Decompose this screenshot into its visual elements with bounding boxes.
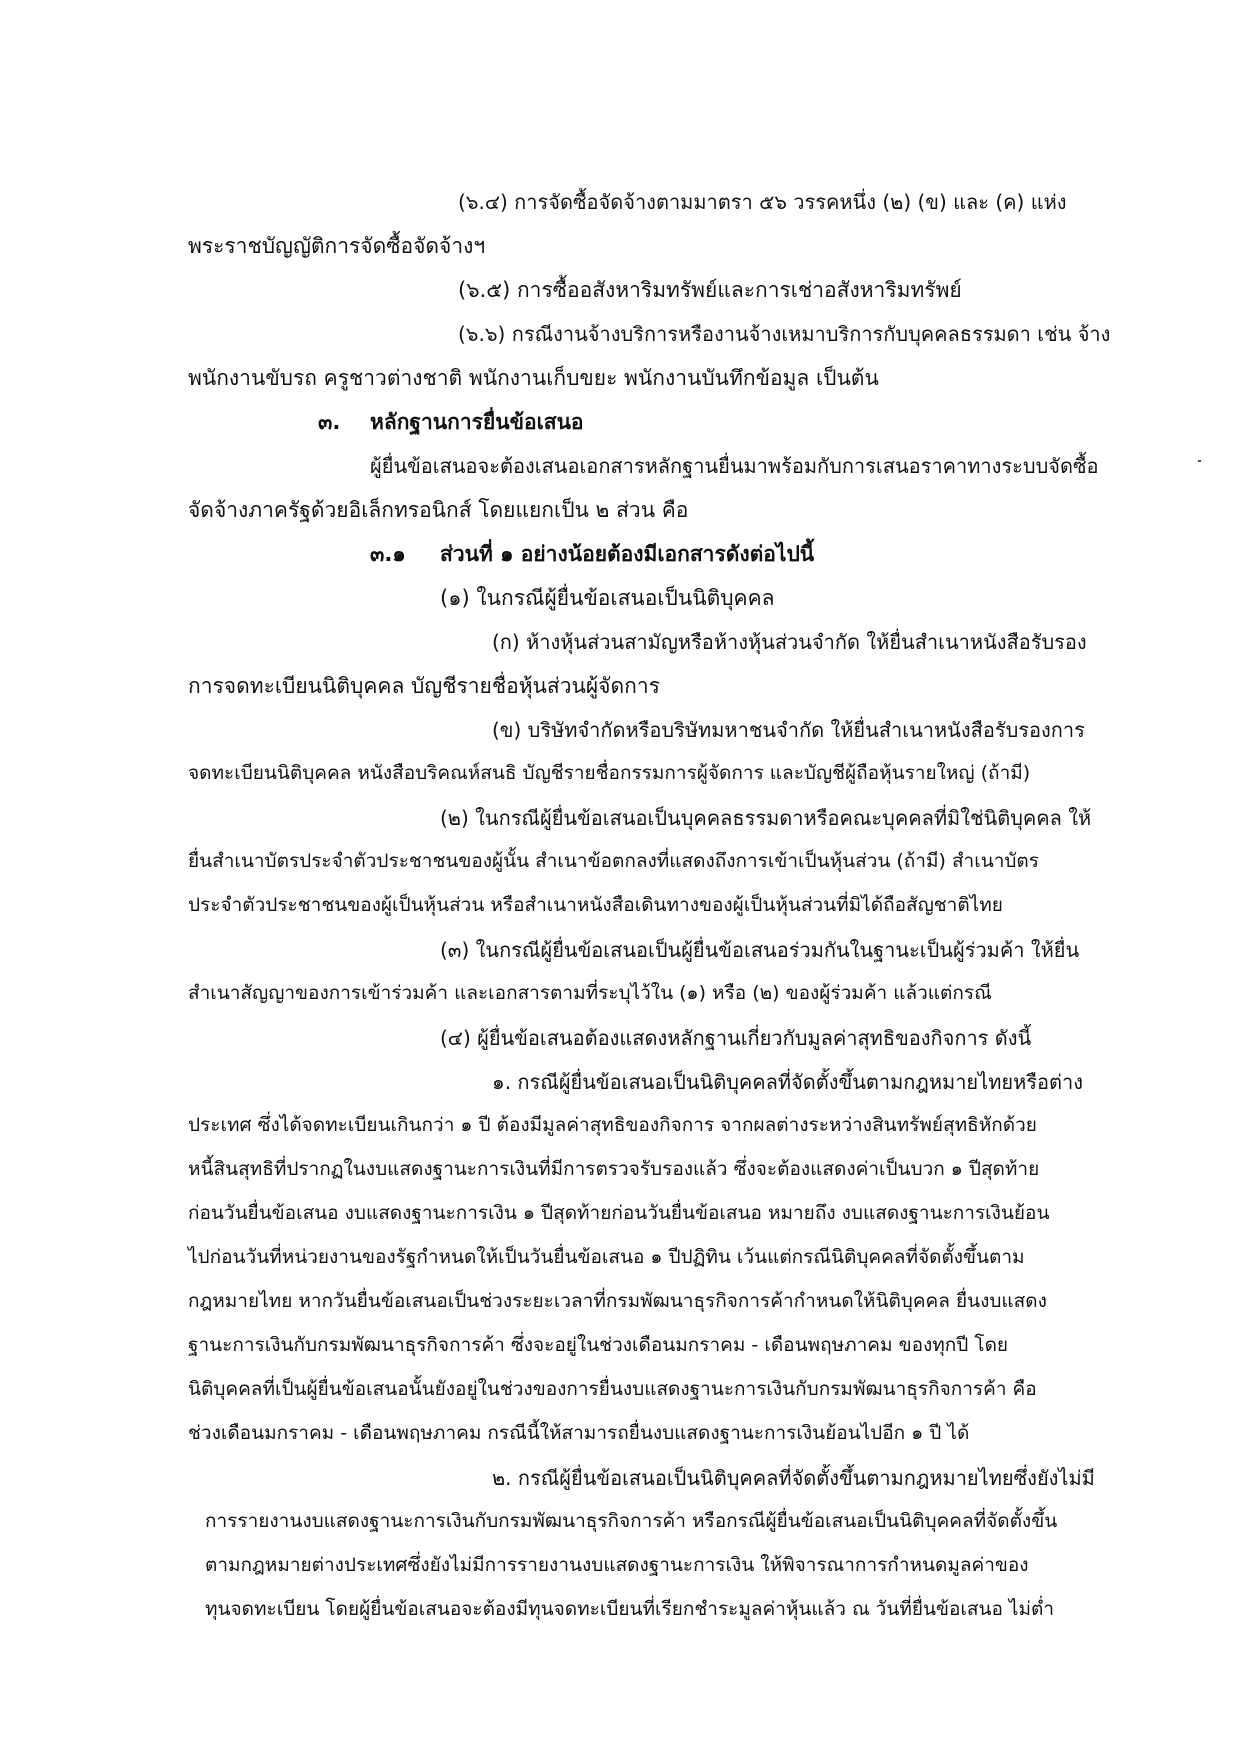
text-line: (๓) ในกรณีผู้ยื่นข้อเสนอเป็นผู้ยื่นข้อเสนอร่วมกันในฐานะเป็นผู้ร่วมค้า ให้ยื่น — [440, 938, 1080, 962]
text-line: จดทะเบียนนิติบุคคล หนังสือบริคณห์สนธิ บัญชีรายชื่อกรรมการผู้จัดการ และบัญชีผู้ถือหุ้นรายใหญ่ (ถ้ามี) — [188, 762, 1031, 784]
text-line: (ก) ห้างหุ้นส่วนสามัญหรือห้างหุ้นส่วนจำกัด ให้ยื่นสำเนาหนังสือรับรอง — [492, 630, 1087, 654]
text-line: จัดจ้างภาครัฐด้วยอิเล็กทรอนิกส์ โดยแยกเป็น ๒ ส่วน คือ — [188, 498, 689, 522]
text-line: ตามกฎหมายต่างประเทศซึ่งยังไม่มีการรายงานงบแสดงฐานะการเงิน ให้พิจารณาการกำหนดมูลค่าของ — [205, 1554, 1029, 1576]
subsection-number: ๓.๑ — [370, 542, 406, 566]
text-line: หนี้สินสุทธิที่ปรากฏในงบแสดงฐานะการเงินที่มีการตรวจรับรองแล้ว ซึ่งจะต้องแสดงค่าเป็นบวก ๑ ปีสุดท้าย — [188, 1158, 1040, 1180]
text-line: ทุนจดทะเบียน โดยผู้ยื่นข้อเสนอจะต้องมีทุนจดทะเบียนที่เรียกชำระมูลค่าหุ้นแล้ว ณ วันที่ยื่นข้อเสนอ ไม่ต่ำ — [205, 1598, 1055, 1620]
text-line: (๔) ผู้ยื่นข้อเสนอต้องแสดงหลักฐานเกี่ยวกับมูลค่าสุทธิของกิจการ ดังนี้ — [440, 1026, 1032, 1050]
text-line: ประจำตัวประชาชนของผู้เป็นหุ้นส่วน หรือสำเนาหนังสือเดินทางของผู้เป็นหุ้นส่วนที่มิได้ถือสัญชาติไทย — [188, 894, 1003, 916]
text-line: พระราชบัญญัติการจัดซื้อจัดจ้างฯ — [188, 234, 486, 258]
text-line: (ข) บริษัทจำกัดหรือบริษัทมหาชนจำกัด ให้ยื่นสำเนาหนังสือรับรองการ — [492, 718, 1085, 742]
text-line: ก่อนวันยื่นข้อเสนอ งบแสดงฐานะการเงิน ๑ ปีสุดท้ายก่อนวันยื่นข้อเสนอ หมายถึง งบแสดงฐานะการเงินย้อน — [188, 1202, 1050, 1224]
text-line: ๑. กรณีผู้ยื่นข้อเสนอเป็นนิติบุคคลที่จัดตั้งขึ้นตามกฎหมายไทยหรือต่าง — [492, 1070, 1084, 1094]
text-line: (๖.๔) การจัดซื้อจัดจ้างตามมาตรา ๕๖ วรรคหนึ่ง (๒) (ข) และ (ค) แห่ง — [458, 190, 1067, 214]
text-line: ยื่นสำเนาบัตรประจำตัวประชาชนของผู้นั้น สำเนาข้อตกลงที่แสดงถึงการเข้าเป็นหุ้นส่วน (ถ้ามี) สำเนาบัตร — [188, 850, 1039, 872]
text-line: (๑) ในกรณีผู้ยื่นข้อเสนอเป็นนิติบุคคล — [440, 586, 775, 610]
text-line: ฐานะการเงินกับกรมพัฒนาธุรกิจการค้า ซึ่งจะอยู่ในช่วงเดือนมกราคม - เดือนพฤษภาคม ของทุกปี โดย — [188, 1334, 1009, 1356]
subsection-heading: ส่วนที่ ๑ อย่างน้อยต้องมีเอกสารดังต่อไปนี้ — [440, 542, 815, 566]
text-line: นิติบุคคลที่เป็นผู้ยื่นข้อเสนอนั้นยังอยู่ในช่วงของการยื่นงบแสดงฐานะการเงินกับกรมพัฒนาธุรกิจการค้า คือ — [188, 1378, 1037, 1400]
text-line: การรายงานงบแสดงฐานะการเงินกับกรมพัฒนาธุรกิจการค้า หรือกรณีผู้ยื่นข้อเสนอเป็นนิติบุคคลที่จัดตั้งขึ้น — [205, 1510, 1058, 1532]
section-heading: หลักฐานการยื่นข้อเสนอ — [370, 410, 584, 434]
text-line: ประเทศ ซึ่งได้จดทะเบียนเกินกว่า ๑ ปี ต้องมีมูลค่าสุทธิของกิจการ จากผลต่างระหว่างสินทรัพย์สุทธิหักด้วย — [188, 1114, 1037, 1136]
text-line: (๖.๕) การซื้ออสังหาริมทรัพย์และการเช่าอสังหาริมทรัพย์ — [458, 278, 962, 302]
section-number: ๓. — [318, 410, 341, 434]
text-line: (๖.๖) กรณีงานจ้างบริการหรืองานจ้างเหมาบริการกับบุคคลธรรมดา เช่น จ้าง — [458, 322, 1111, 346]
text-line: กฎหมายไทย หากวันยื่นข้อเสนอเป็นช่วงระยะเวลาที่กรมพัฒนาธุรกิจการค้ากำหนดให้นิติบุคคล ยื่นงบแสดง — [188, 1290, 1047, 1312]
text-line: (๒) ในกรณีผู้ยื่นข้อเสนอเป็นบุคคลธรรมดาหรือคณะบุคคลที่มิใช่นิติบุคคล ให้ — [440, 806, 1092, 830]
text-line: ๒. กรณีผู้ยื่นข้อเสนอเป็นนิติบุคคลที่จัดตั้งขึ้นตามกฎหมายไทยซึ่งยังไม่มี — [492, 1466, 1095, 1490]
text-line: พนักงานขับรถ ครูชาวต่างชาติ พนักงานเก็บขยะ พนักงานบันทึกข้อมูล เป็นต้น — [188, 366, 879, 390]
text-line: ไปก่อนวันที่หน่วยงานของรัฐกำหนดให้เป็นวันยื่นข้อเสนอ ๑ ปีปฏิทิน เว้นแต่กรณีนิติบุคคลที่จัดตั้งขึ้นตาม — [188, 1246, 1025, 1268]
scan-speck — [1198, 460, 1201, 462]
text-line: สำเนาสัญญาของการเข้าร่วมค้า และเอกสารตามที่ระบุไว้ใน (๑) หรือ (๒) ของผู้ร่วมค้า แล้วแต่กรณี — [188, 982, 992, 1004]
text-line: การจดทะเบียนนิติบุคคล บัญชีรายชื่อหุ้นส่วนผู้จัดการ — [188, 674, 660, 698]
text-line: ผู้ยื่นข้อเสนอจะต้องเสนอเอกสารหลักฐานยื่นมาพร้อมกับการเสนอราคาทางระบบจัดซื้อ — [370, 454, 1099, 478]
text-line: ช่วงเดือนมกราคม - เดือนพฤษภาคม กรณีนี้ให้สามารถยื่นงบแสดงฐานะการเงินย้อนไปอีก ๑ ปี ได้ — [188, 1422, 970, 1444]
